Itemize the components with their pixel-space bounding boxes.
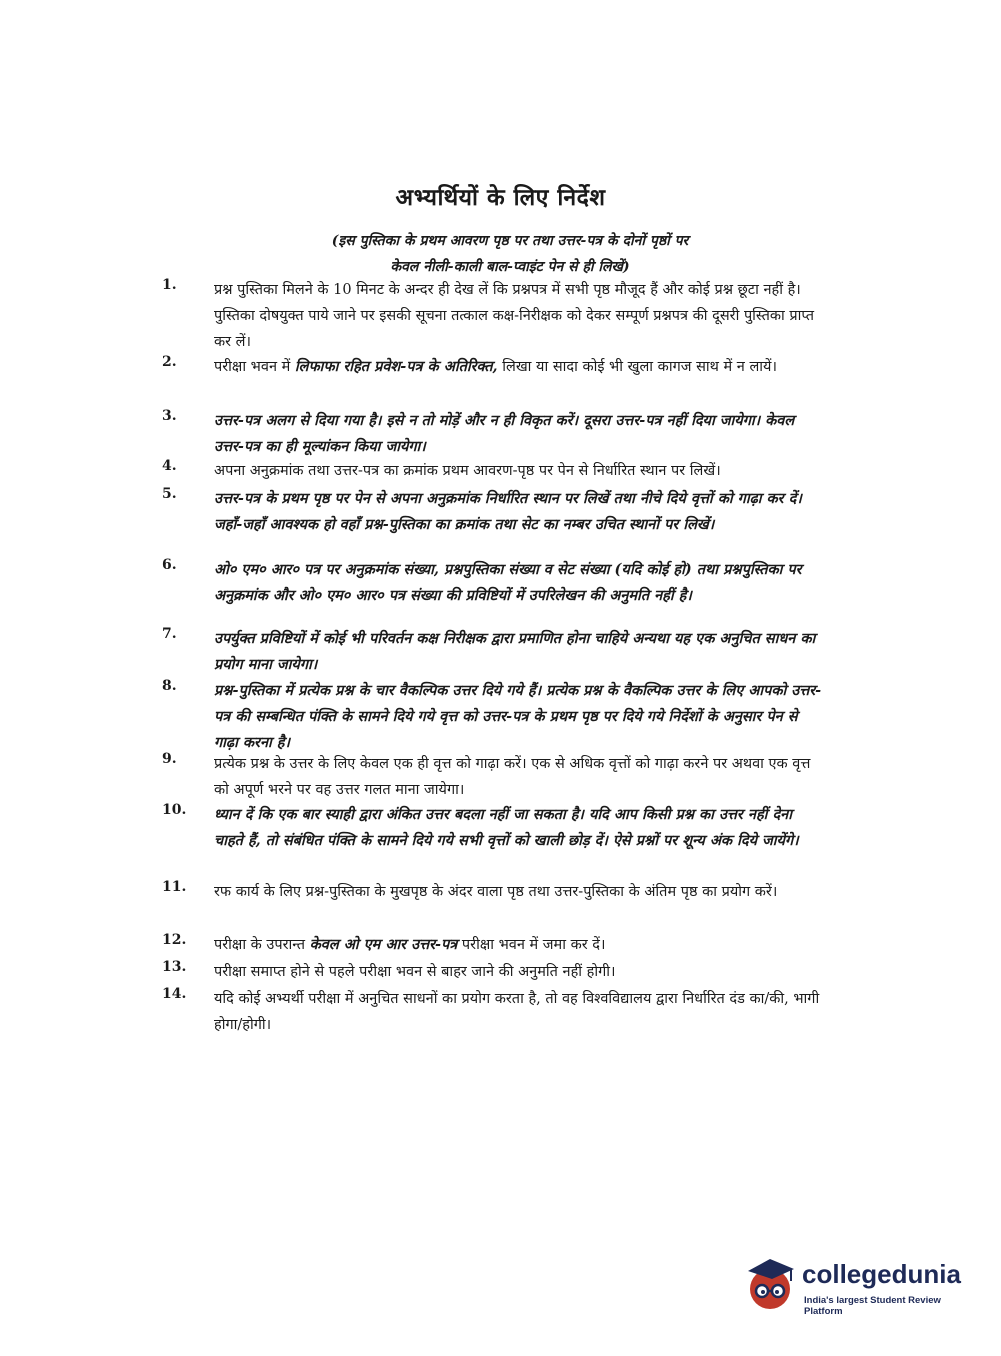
item-text: अपना अनुक्रमांक तथा उत्तर-पत्र का क्रमांक प्रथम आवरण-पृष्ठ पर पेन से निर्धारित स्थान पर लिखें। [214,463,721,479]
item-number: 5. [162,486,177,502]
item-text: ओ० एम० आर० पत्र पर अनुक्रमांक संख्या, प्रश्नपुस्तिका संख्या व सेट संख्या (यदि कोई हो) तथा प्रश्नपुस्तिका पर अनुक्रमांक और ओ० एम० आर० पत्र संख्या की प्रविष्टियों में उपरिलेखन की अनुमति नहीं है। [214,561,802,604]
item-number: 7. [162,626,177,642]
item-text: उत्तर-पत्र के प्रथम पृष्ठ पर पेन से अपना अनुक्रमांक निर्धारित स्थान पर लिखें तथा नीचे दिये वृत्तों को गाढ़ा कर दें। जहाँ-जहाँ आवश्यक हो वहाँ प्रश्न-पुस्तिका का क्रमांक तथा सेट का नम्बर उचित स्थानों पर लिखें। [214,490,802,533]
item-number: 14. [162,986,187,1002]
collegedunia-watermark [742,1253,972,1317]
collegedunia-mascot-icon [742,1253,798,1315]
collegedunia-brand: collegedunia [802,1259,961,1289]
item-text: उत्तर-पत्र अलग से दिया गया है। इसे न तो मोड़ें और न ही विकृत करें। दूसरा उत्तर-पत्र नहीं दिया जायेगा। केवल उत्तर-पत्र का ही मूल्यांकन किया जायेगा। [214,412,795,455]
item-text-part: परीक्षा भवन में जमा कर दें। [457,937,606,953]
item-text-part: परीक्षा के उपरान्त [214,937,310,953]
item-text: उपर्युक्त प्रविष्टियों में कोई भी परिवर्तन कक्ष निरीक्षक द्वारा प्रमाणित होना चाहिये अन्यथा यह एक अनुचित साधन का प्रयोग माना जायेगा। [214,630,816,673]
item-number: 2. [162,354,177,370]
item-number: 9. [162,751,177,767]
collegedunia-tagline: India's largest Student Review Platform [804,1295,941,1317]
item-text-emphasis: केवल ओ एम आर उत्तर-पत्र [309,936,458,953]
item-text: रफ कार्य के लिए प्रश्न-पुस्तिका के मुखपृष्ठ के अंदर वाला पृष्ठ तथा उत्तर-पुस्तिका के अंतिम पृष्ठ का प्रयोग करें। [214,884,778,900]
item-text: यदि कोई अभ्यर्थी परीक्षा में अनुचित साधनों का प्रयोग करता है, तो वह विश्वविद्यालय द्वारा निर्धारित दंड का/की, भागी होगा/होगी। [214,991,820,1033]
item-number: 8. [162,678,177,694]
item-text-emphasis: लिफाफा रहित प्रवेश-पत्र के अतिरिक्त, [294,358,498,375]
item-text: ध्यान दें कि एक बार स्याही द्वारा अंकित उत्तर बदला नहीं जा सकता है। यदि आप किसी प्रश्न का उत्तर नहीं देना चाहते हैं, तो संबंधित पंक्ति के सामने दिये गये सभी वृत्तों को खाली छोड़ दें। ऐसे प्रश्नों पर शून्य अंक दिये जायेंगे। [214,806,799,849]
item-text: प्रश्न-पुस्तिका में प्रत्येक प्रश्न के चार वैकल्पिक उत्तर दिये गये हैं। प्रत्येक प्रश्न के वैकल्पिक उत्तर के लिए आपको उत्तर-पत्र की सम्बन्धित पंक्ति के सामने दिये गये वृत्त को उत्तर-पत्र के प्रथम पृष्ठ पर दिये गये निर्देशों के अनुसार पेन से गाढ़ा करना है। [214,682,822,751]
item-number: 13. [162,959,187,975]
item-number: 6. [162,557,177,573]
item-number: 4. [162,458,177,474]
item-number: 1. [162,277,177,293]
item-text-part: परीक्षा भवन में [214,359,295,375]
item-text: प्रश्न पुस्तिका मिलने के 10 मिनट के अन्दर ही देख लें कि प्रश्नपत्र में सभी पृष्ठ मौजूद हैं और कोई प्रश्न छूटा नहीं है। पुस्तिका दोषयुक्त पाये जाने पर इसकी सूचना तत्काल कक्ष-निरीक्षक को देकर सम्पूर्ण प्रश्नपत्र की दूसरी पुस्तिका प्राप्त कर लें। [214,282,815,350]
item-number: 12. [162,932,187,948]
item-number: 10. [162,802,187,818]
item-number: 11. [162,879,187,895]
subtitle-line-2: केवल नीली-काली बाल-प्वाइंट पेन से ही लिखें) [390,259,630,275]
item-text: परीक्षा समाप्त होने से पहले परीक्षा भवन से बाहर जाने की अनुमति नहीं होगी। [214,964,616,980]
item-text: प्रत्येक प्रश्न के उत्तर के लिए केवल एक ही वृत्त को गाढ़ा करें। एक से अधिक वृत्तों को गाढ़ा करने पर अथवा एक वृत्त को अपूर्ण भरने पर वह उत्तर गलत माना जायेगा। [214,756,811,798]
subtitle-line-1: (इस पुस्तिका के प्रथम आवरण पृष्ठ पर तथा उत्तर-पत्र के दोनों पृष्ठों पर [331,233,689,249]
item-text [214,932,822,958]
item-number: 3. [162,408,177,424]
page-title: अभ्यर्थियों के लिए निर्देश [395,184,606,211]
item-text-part: लिखा या सादा कोई भी खुला कागज साथ में न लायें। [497,359,777,375]
item-text [214,354,822,380]
